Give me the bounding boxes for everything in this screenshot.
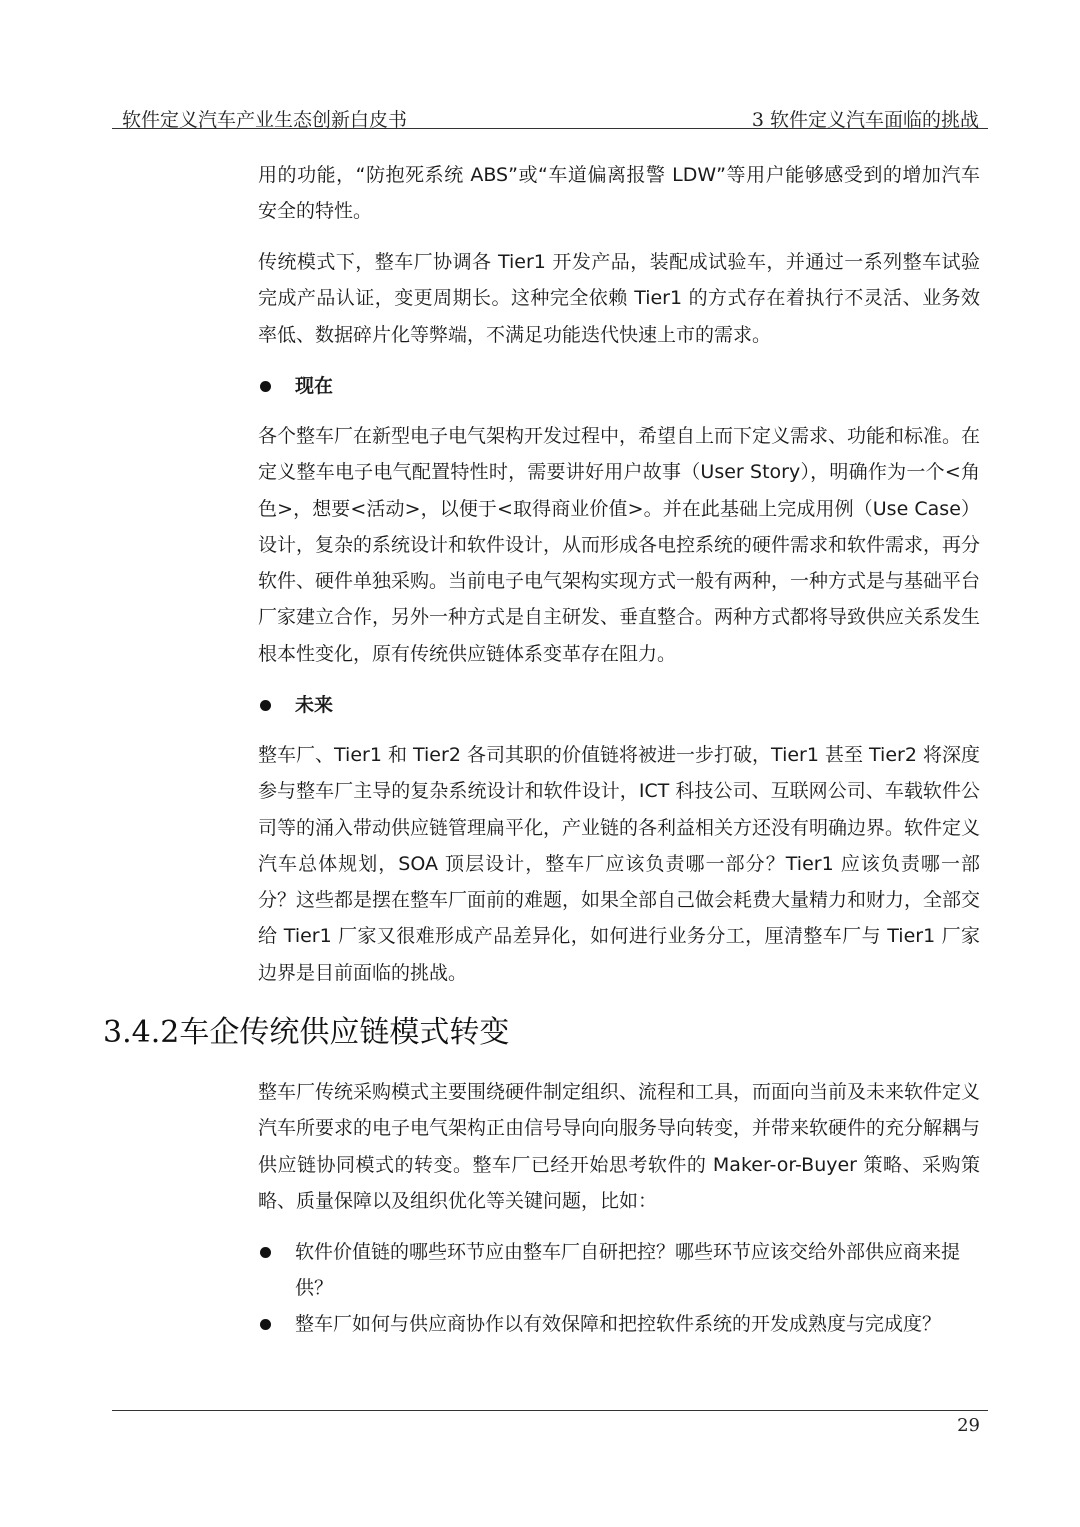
bullet-dot-icon	[260, 1319, 271, 1330]
section-heading	[103, 1013, 509, 1053]
bullet-dot-icon	[260, 1247, 271, 1258]
paragraph-supply-chain: 整车厂传统采购模式主要围绕硬件制定组织、流程和工具，而面向当前及未来软件定义汽车所要求的电子电气架构正由信号导向向服务导向转变，并带来软硬件的充分解耦与供应链协同模式的转变。整车厂已经开始思考软件的 Maker-or-Buyer 策略、采购策略、质量保障以及组织优化等关键问题，比如：	[258, 1081, 981, 1212]
paragraph-traditional-mode: 传统模式下，整车厂协调各 Tier1 开发产品，装配成试验车，并通过一系列整车试验完成产品认证，变更周期长。这种完全依赖 Tier1 的方式存在着执行不灵活、业务效率低、数据碎片化等弊端，不满足功能迭代快速上市的需求。	[258, 251, 980, 346]
running-header	[112, 102, 987, 130]
page-number: 29	[957, 1415, 980, 1436]
paragraph-abs-ldw: 用的功能，“防抱死系统 ABS”或“车道偏离报警 LDW”等用户能够感受到的增加汽车安全的特性。	[258, 164, 980, 223]
bullet-now-label: 现在	[295, 375, 334, 397]
bullet-question-1-text: 软件价值链的哪些环节应由整车厂自研把控？哪些环节应该交给外部供应商来提供？	[295, 1241, 961, 1299]
header-book-title: 软件定义汽车产业生态创新白皮书	[122, 109, 408, 131]
section-number: 3.4.2	[103, 1015, 180, 1050]
section-title-text: 车企传统供应链模式转变	[179, 1015, 510, 1050]
header-rule	[112, 128, 988, 129]
bullet-dot-icon	[260, 700, 271, 711]
bullet-future-label: 未来	[295, 694, 334, 716]
bullet-dot-icon	[260, 381, 271, 392]
paragraph-now: 各个整车厂在新型电子电气架构开发过程中，希望自上而下定义需求、功能和标准。在定义整车电子电气配置特性时，需要讲好用户故事（User Story），明确作为一个<角色>，想要<活动>，以便于<取得商业价值>。并在此基础上完成用例（Use Case）设计，复杂的系统设计和软件设计，从而形成各电控系统的硬件需求和软件需求，再分软件、硬件单独采购。当前电子电气架构实现方式一般有两种，一种方式是与基础平台厂家建立合作，另外一种方式是自主研发、垂直整合。两种方式都将导致供应关系发生根本性变化，原有传统供应链体系变革存在阻力。	[258, 425, 981, 665]
header-chapter-title: 3 软件定义汽车面临的挑战	[751, 109, 979, 131]
footer-rule	[112, 1410, 988, 1411]
paragraph-future: 整车厂、Tier1 和 Tier2 各司其职的价值链将被进一步打破，Tier1 甚至 Tier2 将深度参与整车厂主导的复杂系统设计和软件设计，ICT 科技公司、互联网公司、车载软件公司等的涌入带动供应链管理扁平化，产业链的各利益相关方还没有明确边界。软件定义汽车总体规划，SOA 顶层设计，整车厂应该负责哪一部分？Tier1 应该负责哪一部分？这些都是摆在整车厂面前的难题，如果全部自己做会耗费大量精力和财力，全部交给 Tier1 厂家又很难形成产品差异化，如何进行业务分工，厘清整车厂与 Tier1 厂家边界是目前面临的挑战。	[258, 744, 981, 984]
bullet-question-2-text: 整车厂如何与供应商协作以有效保障和把控软件系统的开发成熟度与完成度？	[295, 1313, 942, 1335]
